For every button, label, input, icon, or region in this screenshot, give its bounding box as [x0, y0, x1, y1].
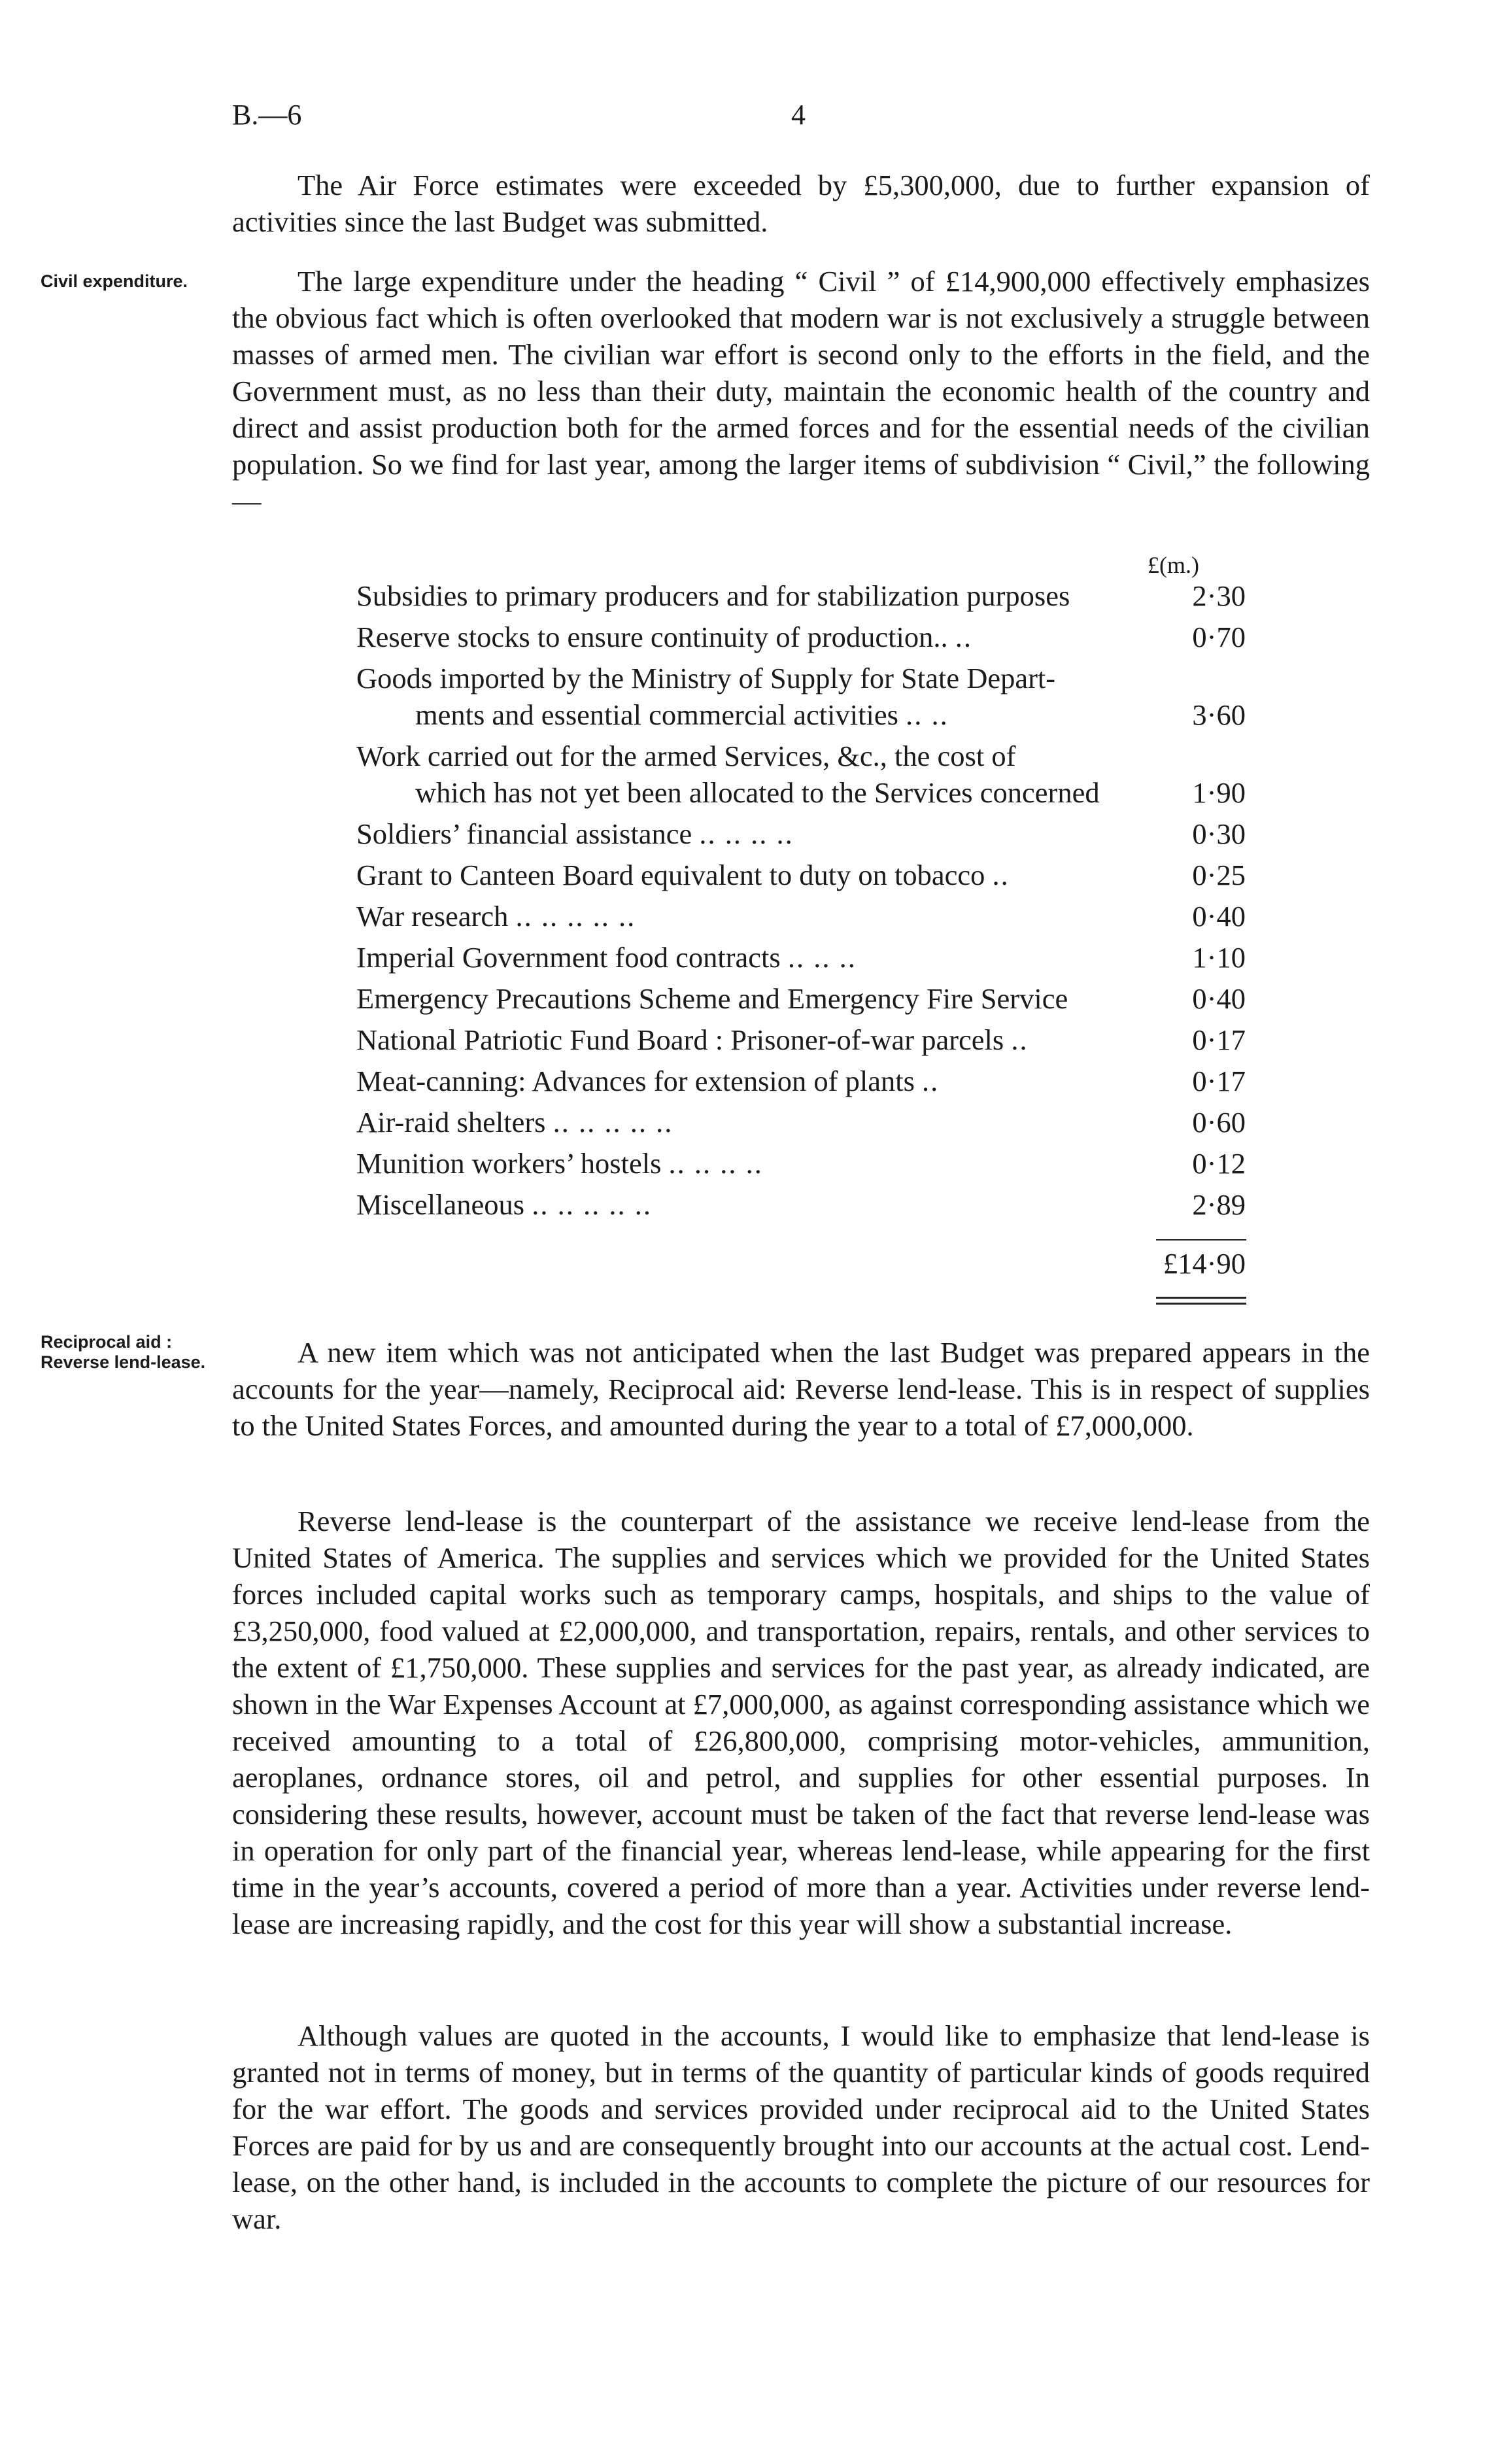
- paragraph-reverse-lend-lease: Reverse lend-lease is the counterpart of the assistance we receive lend-lease from the United States of America. The supplies and services which we provided for the United States forces included capital works such as temporary camps, hospitals, and ships to the value of £3,250,000, food valued at £2,000,000, and transportation, repairs, rentals, and other services to the extent of £1,750,000. These supplies and services for the past year, as already indicated, are shown in the War Expenses Account at £7,000,000, as against corresponding assistance which we received amounting to a total of £26,800,000, comprising motor-vehicles, ammunition, aeroplanes, ordnance stores, oil and petrol, and supplies for other essential purposes. In considering these results, however, account must be taken of the fact that reverse lend-lease was in operation for only part of the financial year, whereas lend-lease, while appearing for the first time in the year’s accounts, covered a period of more than a year. Activities under reverse lend-lease are increasing rapidly, and the cost for this year will show a substantial increase.: [232, 1505, 1370, 1940]
- dot-leaders: .. .. .. ..: [668, 1147, 763, 1180]
- item-amount: 0·17: [1192, 1023, 1246, 1056]
- table-row: [356, 619, 1246, 655]
- total-double-rule: [1156, 1297, 1246, 1299]
- item-amount: 0·60: [1192, 1106, 1246, 1138]
- item-label: Imperial Government food contracts .. .. ..: [356, 941, 857, 974]
- item-amount: 3·60: [1192, 698, 1246, 731]
- table-row: [356, 980, 1246, 1017]
- dot-leaders: ..: [955, 621, 973, 653]
- paragraph-reciprocal-aid: A new item which was not anticipated when the last Budget was prepared appears in the accounts for the year—namely, Reciprocal aid: Reverse lend-lease. This is in respect of supplies to the United States Forces, and amounted during the year to a total of £7,000,000.: [232, 1336, 1370, 1442]
- item-amount: 0·70: [1192, 621, 1246, 653]
- dot-leaders: .. .. .. ..: [699, 817, 794, 850]
- item-amount: 1·10: [1192, 941, 1246, 974]
- paragraph-air-force: The Air Force estimates were exceeded by £5,300,000, due to further expansion of activities since the last Budget was submitted.: [232, 169, 1370, 238]
- document-reference: B.—6: [232, 99, 302, 131]
- table-row: [356, 1063, 1246, 1099]
- table-row: [356, 1104, 1246, 1140]
- table-row: [356, 857, 1246, 893]
- dot-leaders: .. .. .. .. ..: [553, 1106, 673, 1138]
- item-amount: 0·12: [1192, 1147, 1246, 1180]
- total-double-rule: [1156, 1303, 1246, 1305]
- item-amount: 0·30: [1192, 817, 1246, 850]
- paragraph-lend-lease-values: Although values are quoted in the accounts, I would like to emphasize that lend-lease is granted not in terms of money, but in terms of the quantity of particular kinds of goods required for the war effort. The goods and services provided under reciprocal aid to the United States Forces are paid for by us and are consequently brought into our accounts at the actual cost. Lend-lease, on the other hand, is included in the accounts to complete the picture of our resources for war.: [232, 2019, 1370, 2235]
- dot-leaders: ..: [992, 859, 1010, 891]
- margin-note-reciprocal-aid: Reciprocal aid : Reverse lend-lease.: [41, 1332, 206, 1372]
- table-row: [356, 660, 1246, 733]
- civil-items-table: [356, 577, 1246, 1227]
- item-label: Work carried out for the armed Services, &c., the cost of which has not yet been allocated to the Services concerned: [356, 740, 1100, 809]
- item-amount: 2·30: [1192, 579, 1246, 612]
- paragraph-civil-expenditure: The large expenditure under the heading “ Civil ” of £14,900,000 effectively emphasizes the obvious fact which is often overlooked that modern war is not exclusively a struggle between masses of armed men. The civilian war effort is second only to the efforts in the field, and the Government must, as no less than their duty, maintain the economic health of the country and direct and assist production both for the armed forces and for the essential needs of the civilian population. So we find for last year, among the larger items of subdivision “ Civil,” the following—: [232, 265, 1370, 517]
- item-label: Air-raid shelters .. .. .. .. ..: [356, 1106, 673, 1138]
- table-row: [356, 939, 1246, 976]
- table-row: [356, 898, 1246, 934]
- item-amount: 0·17: [1192, 1065, 1246, 1097]
- dot-leaders: ..: [922, 1065, 940, 1097]
- item-amount: 0·40: [1192, 982, 1246, 1015]
- item-label: Grant to Canteen Board equivalent to duty on tobacco ..: [356, 859, 1010, 891]
- item-label: Reserve stocks to ensure continuity of production.. ..: [356, 621, 973, 653]
- item-amount: 0·40: [1192, 900, 1246, 933]
- table-row: [356, 577, 1246, 614]
- dot-leaders: .. ..: [906, 698, 949, 731]
- dot-leaders: ..: [1011, 1023, 1029, 1056]
- item-label: National Patriotic Fund Board : Prisoner-of-war parcels ..: [356, 1023, 1029, 1056]
- item-amount: 2·89: [1192, 1188, 1246, 1221]
- item-label: War research .. .. .. .. ..: [356, 900, 636, 933]
- item-label: Miscellaneous .. .. .. .. ..: [356, 1188, 652, 1221]
- table-row: [356, 738, 1246, 811]
- item-label: Goods imported by the Ministry of Supply for State Depart- ments and essential commercial activities .. ..: [356, 662, 1056, 731]
- item-amount: 0·25: [1192, 859, 1246, 891]
- item-amount: 1·90: [1192, 776, 1246, 809]
- item-label: Meat-canning: Advances for extension of plants ..: [356, 1065, 940, 1097]
- margin-note-civil-expenditure: Civil expenditure.: [41, 271, 188, 291]
- item-label: Subsidies to primary producers and for stabilization purposes: [356, 579, 1070, 612]
- dot-leaders: .. .. .. .. ..: [532, 1188, 652, 1221]
- table-row: [356, 1186, 1246, 1223]
- page-number: 4: [791, 99, 806, 131]
- dot-leaders: .. .. ..: [787, 941, 857, 974]
- item-label: Emergency Precautions Scheme and Emergency Fire Service: [356, 982, 1068, 1015]
- table-row: [356, 1021, 1246, 1058]
- item-label: Munition workers’ hostels .. .. .. ..: [356, 1147, 763, 1180]
- table-row: [356, 815, 1246, 852]
- table-unit-header: £(m.): [1148, 552, 1199, 578]
- item-label: Soldiers’ financial assistance .. .. .. ..: [356, 817, 794, 850]
- table-total: £14·90: [1163, 1247, 1246, 1280]
- dot-leaders: .. .. .. .. ..: [515, 900, 636, 933]
- total-rule: [1156, 1239, 1246, 1241]
- table-row: [356, 1145, 1246, 1182]
